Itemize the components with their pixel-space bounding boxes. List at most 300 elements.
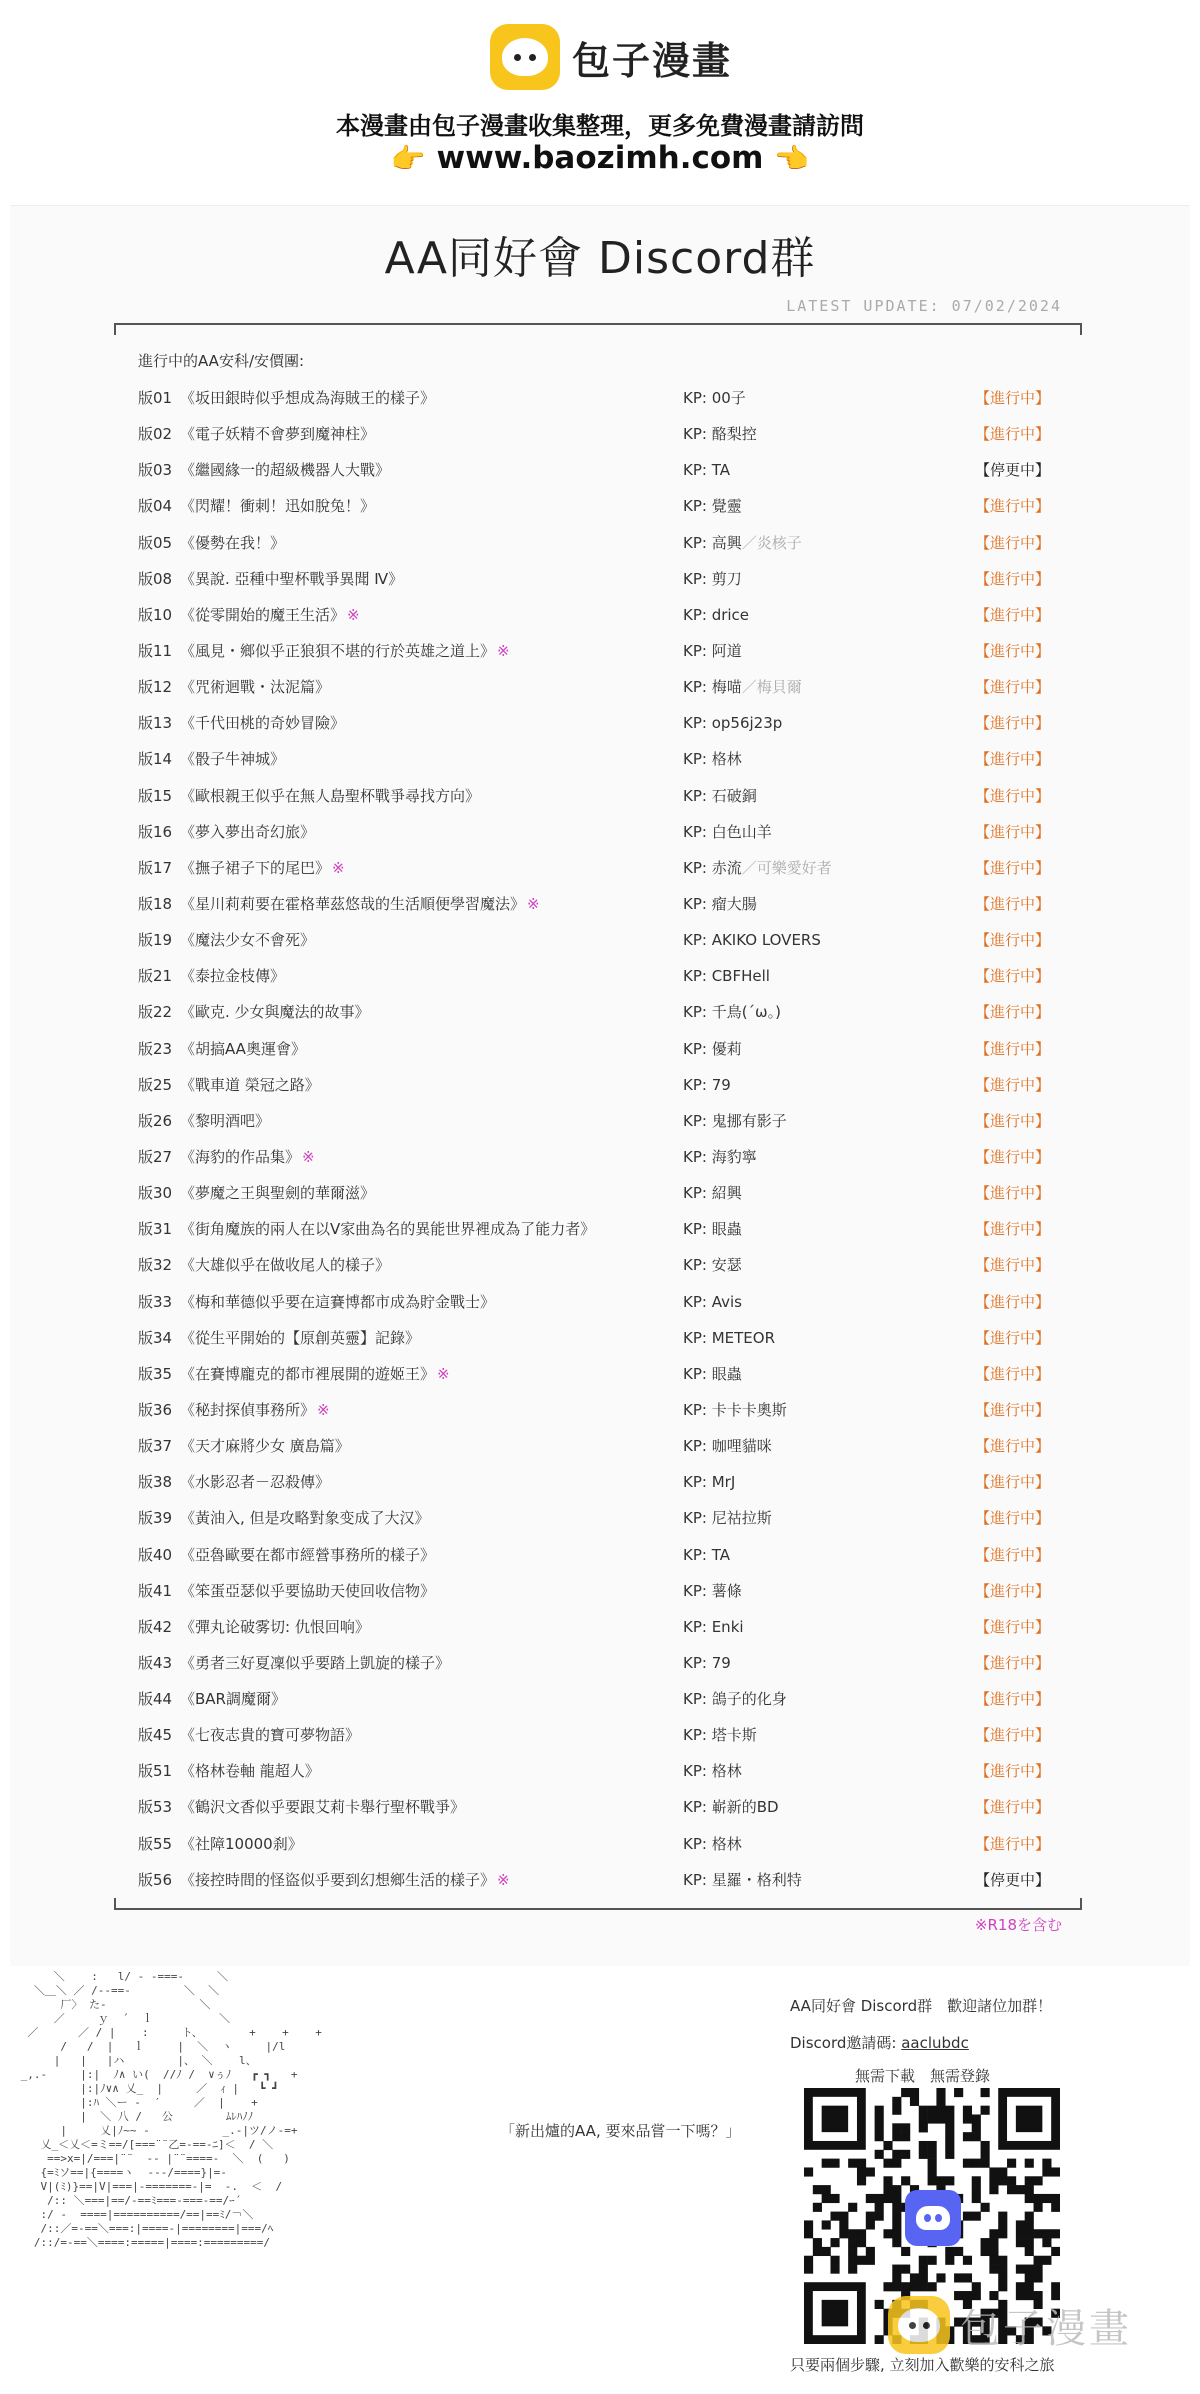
kp-text: KP: 咖哩貓咪 — [683, 1437, 772, 1456]
list-item[interactable] — [138, 994, 1051, 1030]
session-title — [180, 705, 347, 741]
title-text: 《街角魔族的兩人在以V家曲為名的異能世界裡成為了能力者》 — [180, 1220, 596, 1239]
version-number: 版55 — [138, 1834, 173, 1853]
title-text: 《秘封探偵事務所》 — [180, 1400, 316, 1419]
kp-text: KP: 紹興 — [683, 1184, 742, 1203]
bun-logo-icon — [490, 24, 560, 90]
status-badge: 【進行中】 — [975, 1220, 1051, 1239]
title-text: 《戰車道 榮冠之路》 — [180, 1075, 320, 1094]
kp-name — [683, 1067, 731, 1103]
version-number: 版04 — [138, 497, 173, 516]
discord-join-text: AA同好會 Discord群 歡迎諸位加群！ — [790, 1997, 1053, 2015]
session-list — [138, 380, 1051, 1898]
version-number: 版37 — [138, 1437, 173, 1456]
list-item[interactable] — [138, 1284, 1051, 1320]
status-badge: 【進行中】 — [975, 822, 1051, 841]
session-title — [180, 1284, 497, 1320]
status-badge: 【進行中】 — [975, 569, 1051, 588]
kp-text: KP: AKIKO LOVERS — [683, 931, 821, 950]
list-item[interactable] — [138, 1609, 1051, 1645]
discord-invite — [790, 2032, 969, 2053]
list-item[interactable] — [138, 1573, 1051, 1609]
kp-text: KP: 格林 — [683, 1762, 742, 1781]
kp-name — [683, 1356, 742, 1392]
list-item[interactable] — [138, 1067, 1051, 1103]
title-text: 《亞魯歐要在都市經營事務所的樣子》 — [180, 1545, 436, 1564]
status-badge: 【進行中】 — [975, 786, 1051, 805]
kp-name — [683, 1103, 787, 1139]
kp-name — [683, 1392, 787, 1428]
session-title — [180, 1500, 432, 1536]
version-number: 版15 — [138, 786, 173, 805]
list-heading: 進行中的AA安科/安價團: — [138, 352, 305, 370]
list-item[interactable] — [138, 1500, 1051, 1536]
title-text: 《胡搞AA奧運會》 — [180, 1039, 306, 1058]
version-number: 版56 — [138, 1870, 173, 1889]
list-item[interactable] — [138, 1175, 1051, 1211]
kp-text: KP: 瘤大腸 — [683, 894, 757, 913]
r18-mark: ※ — [302, 1147, 315, 1166]
title-text: 《格林卷軸 龍超人》 — [180, 1762, 320, 1781]
version-number: 版18 — [138, 894, 173, 913]
r18-mark: ※ — [527, 894, 540, 913]
version-number: 版51 — [138, 1762, 173, 1781]
list-item[interactable] — [138, 380, 1051, 416]
bun-watermark-icon — [888, 2296, 950, 2354]
version-number: 版01 — [138, 389, 173, 407]
list-item[interactable] — [138, 1320, 1051, 1356]
version-number: 版42 — [138, 1617, 173, 1636]
kp-name — [683, 1031, 742, 1067]
kp-alt: ／炎核子 — [741, 533, 802, 552]
status-badge: 【進行中】 — [975, 1039, 1051, 1058]
session-title — [180, 1826, 305, 1862]
version-number: 版19 — [138, 931, 173, 950]
session-title — [180, 1247, 392, 1283]
session-title — [180, 1103, 272, 1139]
list-item[interactable] — [138, 814, 1051, 850]
title-text: 《從零開始的魔王生活》 — [180, 605, 346, 624]
version-number: 版32 — [138, 1256, 173, 1275]
session-title — [180, 1356, 450, 1392]
kp-name — [683, 380, 746, 416]
title-text: 《魔法少女不會死》 — [180, 931, 316, 950]
status-badge: 【進行中】 — [975, 1473, 1051, 1492]
list-item[interactable] — [138, 1428, 1051, 1464]
title-text: 《彈丸论破雾切: 仇恨回响》 — [180, 1617, 370, 1636]
version-number: 版27 — [138, 1147, 173, 1166]
kp-text: KP: 格林 — [683, 750, 742, 769]
kp-name — [683, 1537, 730, 1573]
version-number: 版03 — [138, 461, 173, 480]
status-badge: 【進行中】 — [975, 1292, 1051, 1311]
invite-code-link[interactable]: aaclubdc — [901, 2034, 969, 2052]
list-item[interactable] — [138, 1862, 1051, 1898]
pointing-right-icon: 👉 — [390, 142, 426, 175]
version-number: 版02 — [138, 425, 173, 444]
title-text: 《水影忍者－忍殺傳》 — [180, 1473, 331, 1492]
kp-name — [683, 1320, 775, 1356]
status-badge: 【進行中】 — [975, 678, 1051, 697]
version-number: 版12 — [138, 678, 173, 697]
title-text: 《繼國緣一的超級機器人大戰》 — [180, 461, 391, 480]
kp-name — [683, 1862, 802, 1898]
session-title — [180, 669, 332, 705]
kp-name — [683, 488, 742, 524]
version-number: 版36 — [138, 1400, 173, 1419]
invite-label: Discord邀請碼: — [790, 2034, 897, 2052]
status-badge: 【進行中】 — [975, 389, 1051, 407]
kp-text: KP: Enki — [683, 1617, 744, 1636]
title-text: 《鶴沢文香似乎要跟艾莉卡舉行聖杯戰爭》 — [180, 1798, 466, 1817]
title-text: 《天才麻將少女 廣島篇》 — [180, 1437, 350, 1456]
discord-logo-icon — [905, 2190, 961, 2246]
session-title — [180, 452, 392, 488]
kp-name — [683, 1139, 757, 1175]
watermark-text: 包子漫畫 — [960, 2305, 1132, 2352]
title-text: 《BAR調魔爾》 — [180, 1690, 286, 1709]
kp-text: KP: 白色山羊 — [683, 822, 772, 841]
kp-text: KP: 高興 — [683, 533, 742, 552]
title-text: 《異說. 亞種中聖杯戰爭異聞 Ⅳ》 — [180, 569, 404, 588]
kp-text: KP: 覺靈 — [683, 497, 742, 516]
list-item[interactable] — [138, 1826, 1051, 1862]
session-title — [180, 922, 317, 958]
kp-name — [683, 1645, 731, 1681]
session-title — [180, 488, 377, 524]
last-update: LATEST UPDATE: 07/02/2024 — [786, 297, 1062, 315]
qr-caption: 無需下載 無需登錄 — [855, 2067, 991, 2085]
status-badge: 【進行中】 — [975, 1184, 1051, 1203]
kp-name — [683, 633, 742, 669]
title-text: 《閃耀！衝刺！迅如脫兔！》 — [180, 497, 376, 516]
title-text: 《骰子牛神城》 — [180, 750, 286, 769]
title-text: 《海豹的作品集》 — [180, 1147, 301, 1166]
status-badge: 【進行中】 — [975, 641, 1051, 660]
version-number: 版11 — [138, 641, 173, 660]
kp-name — [683, 958, 770, 994]
version-number: 版16 — [138, 822, 173, 841]
session-title — [180, 1067, 322, 1103]
kp-name — [683, 1500, 772, 1536]
status-badge: 【進行中】 — [975, 1509, 1051, 1528]
title-text: 《黎明酒吧》 — [180, 1111, 271, 1130]
kp-text: KP: drice — [683, 605, 750, 624]
list-item[interactable] — [138, 1103, 1051, 1139]
kp-text: KP: 赤流 — [683, 858, 742, 877]
kp-name — [683, 1175, 742, 1211]
list-item[interactable] — [138, 958, 1051, 994]
list-item[interactable] — [138, 850, 1051, 886]
list-item[interactable] — [138, 525, 1051, 561]
session-title — [180, 1464, 332, 1500]
kp-text: KP: 安瑟 — [683, 1256, 742, 1275]
kp-name — [683, 525, 802, 561]
list-item[interactable] — [138, 1356, 1051, 1392]
r18-mark: ※ — [317, 1400, 330, 1419]
status-badge: 【進行中】 — [975, 425, 1051, 444]
title-text: 《接控時間的怪盜似乎要到幻想鄉生活的樣子》 — [180, 1870, 496, 1889]
kp-name — [683, 1789, 779, 1825]
status-badge: 【進行中】 — [975, 1075, 1051, 1094]
kp-name — [683, 778, 757, 814]
session-title — [180, 1753, 322, 1789]
list-item[interactable] — [138, 416, 1051, 452]
title-text: 《坂田銀時似乎想成為海賊王的樣子》 — [180, 389, 436, 407]
kp-text: KP: op56j23p — [683, 714, 783, 733]
banner-site-line — [0, 140, 1200, 176]
status-badge: 【進行中】 — [975, 1834, 1051, 1853]
session-title — [180, 778, 482, 814]
kp-name — [683, 452, 730, 488]
kp-text: KP: CBFHell — [683, 967, 770, 986]
kp-name — [683, 1753, 742, 1789]
r18-mark: ※ — [497, 1870, 510, 1889]
version-number: 版41 — [138, 1581, 173, 1600]
kp-name — [683, 850, 832, 886]
list-item[interactable] — [138, 669, 1051, 705]
kp-name — [683, 1826, 742, 1862]
list-item[interactable] — [138, 1031, 1051, 1067]
title-text: 《撫子裙子下的尾巴》 — [180, 858, 331, 877]
kp-text: KP: 塔卡斯 — [683, 1726, 757, 1745]
kp-text: KP: 鴿子的化身 — [683, 1690, 787, 1709]
list-item[interactable] — [138, 452, 1051, 488]
version-number: 版45 — [138, 1726, 173, 1745]
status-badge: 【進行中】 — [975, 1653, 1051, 1672]
kp-text: KP: 石破銅 — [683, 786, 757, 805]
title-text: 《咒術迴戰・汰泥篇》 — [180, 678, 331, 697]
status-badge: 【進行中】 — [975, 1328, 1051, 1347]
version-number: 版34 — [138, 1328, 173, 1347]
kp-name — [683, 886, 757, 922]
site-link[interactable]: www.baozimh.com — [436, 140, 764, 176]
status-badge: 【進行中】 — [975, 967, 1051, 986]
site-banner — [0, 0, 1200, 205]
list-item[interactable] — [138, 597, 1051, 633]
r18-mark: ※ — [437, 1364, 450, 1383]
kp-text: KP: METEOR — [683, 1328, 775, 1347]
session-title — [180, 633, 510, 669]
session-title — [180, 886, 540, 922]
session-title — [180, 741, 287, 777]
session-title — [180, 1573, 437, 1609]
version-number: 版38 — [138, 1473, 173, 1492]
list-item[interactable] — [138, 778, 1051, 814]
list-item[interactable] — [138, 922, 1051, 958]
title-text: 《風見・鄉似乎正狼狽不堪的行於英雄之道上》 — [180, 641, 496, 660]
list-item[interactable] — [138, 1139, 1051, 1175]
version-number: 版40 — [138, 1545, 173, 1564]
status-badge: 【進行中】 — [975, 1726, 1051, 1745]
title-text: 《社障10000刹》 — [180, 1834, 303, 1853]
title-text: 《梅和華德似乎要在這賽博都市成為貯金戰士》 — [180, 1292, 496, 1311]
session-title — [180, 850, 345, 886]
status-badge: 【進行中】 — [975, 1111, 1051, 1130]
kp-text: KP: 眼蟲 — [683, 1220, 742, 1239]
join-instructions: 只要兩個步驟, 立刻加入歡樂的安科之旅 — [790, 2356, 1055, 2374]
status-badge: 【進行中】 — [975, 1003, 1051, 1022]
version-number: 版33 — [138, 1292, 173, 1311]
title-text: 《優勢在我！》 — [180, 533, 286, 552]
version-number: 版13 — [138, 714, 173, 733]
kp-text: KP: 阿道 — [683, 641, 742, 660]
version-number: 版44 — [138, 1690, 173, 1709]
session-title — [180, 597, 360, 633]
session-title — [180, 1609, 372, 1645]
status-badge: 【進行中】 — [975, 1617, 1051, 1636]
kp-name — [683, 1681, 787, 1717]
session-title — [180, 994, 372, 1030]
kp-name — [683, 561, 742, 597]
session-title — [180, 1789, 467, 1825]
session-title — [180, 525, 287, 561]
list-item[interactable] — [138, 705, 1051, 741]
kp-name — [683, 1573, 742, 1609]
session-title — [180, 1645, 452, 1681]
r18-mark: ※ — [347, 605, 360, 624]
version-number: 版31 — [138, 1220, 173, 1239]
version-number: 版26 — [138, 1111, 173, 1130]
status-badge: 【進行中】 — [975, 858, 1051, 877]
kp-name — [683, 669, 802, 705]
session-title — [180, 1681, 288, 1717]
title-text: 《勇者三好夏凜似乎要踏上凱旋的樣子》 — [180, 1653, 451, 1672]
kp-text: KP: 眼蟲 — [683, 1364, 742, 1383]
title-text: 《在賽博龐克的都市裡展開的遊姬王》 — [180, 1364, 436, 1383]
list-item[interactable] — [138, 741, 1051, 777]
list-frame-top — [114, 323, 1082, 335]
version-number: 版23 — [138, 1039, 173, 1058]
list-item[interactable] — [138, 1247, 1051, 1283]
title-text: 《七夜志貴的寶可夢物語》 — [180, 1726, 361, 1745]
kp-name — [683, 922, 821, 958]
session-title — [180, 1031, 308, 1067]
kp-name — [683, 741, 742, 777]
status-badge: 【進行中】 — [975, 1256, 1051, 1275]
session-title — [180, 1211, 597, 1247]
status-badge: 【進行中】 — [975, 497, 1051, 516]
list-item[interactable] — [138, 886, 1051, 922]
banner-notice: 本漫畫由包子漫畫收集整理，更多免費漫畫請訪問 — [336, 112, 864, 140]
status-badge: 【停更中】 — [975, 1870, 1051, 1889]
page-title: AA同好會 Discord群 — [384, 233, 816, 284]
status-badge: 【進行中】 — [975, 750, 1051, 769]
session-title — [180, 416, 377, 452]
kp-text: KP: 優莉 — [683, 1039, 742, 1058]
status-badge: 【進行中】 — [975, 1690, 1051, 1709]
list-item[interactable] — [138, 1753, 1051, 1789]
status-badge: 【進行中】 — [975, 1545, 1051, 1564]
version-number: 版22 — [138, 1003, 173, 1022]
session-title — [180, 561, 405, 597]
list-item[interactable] — [138, 1717, 1051, 1753]
title-text: 《大雄似乎在做收尾人的樣子》 — [180, 1256, 391, 1275]
title-text: 《泰拉金枝傳》 — [180, 967, 286, 986]
kp-text: KP: 格林 — [683, 1834, 742, 1853]
status-badge: 【進行中】 — [975, 1437, 1051, 1456]
session-title — [180, 814, 317, 850]
session-title — [180, 1717, 362, 1753]
r18-mark: ※ — [497, 641, 510, 660]
status-badge: 【進行中】 — [975, 894, 1051, 913]
list-item[interactable] — [138, 1211, 1051, 1247]
title-text: 《夢入夢出奇幻旅》 — [180, 822, 316, 841]
list-item[interactable] — [138, 1464, 1051, 1500]
kp-text: KP: 星羅・格利特 — [683, 1870, 802, 1889]
session-title — [180, 1139, 315, 1175]
list-item[interactable] — [138, 1681, 1051, 1717]
kp-text: KP: 梅喵 — [683, 678, 742, 697]
kp-text: KP: TA — [683, 1545, 730, 1564]
brand[interactable] — [490, 22, 732, 92]
kp-name — [683, 994, 781, 1030]
list-item[interactable] — [138, 633, 1051, 669]
kp-text: KP: MrJ — [683, 1473, 736, 1492]
kp-text: KP: 海豹寧 — [683, 1147, 757, 1166]
list-item[interactable] — [138, 1537, 1051, 1573]
status-badge: 【停更中】 — [975, 461, 1051, 480]
art-quote: 「新出爐的AA, 要來品嘗一下嗎？」 — [500, 2122, 741, 2140]
kp-alt: ／梅貝爾 — [741, 678, 802, 697]
kp-name — [683, 1717, 757, 1753]
version-number: 版05 — [138, 533, 173, 552]
version-number: 版39 — [138, 1509, 173, 1528]
title-text: 《電子妖精不會夢到魔神柱》 — [180, 425, 376, 444]
title-text: 《歐根親王似乎在無人島聖杯戰爭尋找方向》 — [180, 786, 481, 805]
kp-name — [683, 1247, 742, 1283]
status-badge: 【進行中】 — [975, 533, 1051, 552]
version-number: 版25 — [138, 1075, 173, 1094]
list-item[interactable] — [138, 1789, 1051, 1825]
list-frame-bottom — [114, 1898, 1082, 1910]
session-title — [180, 958, 287, 994]
kp-text: KP: 嶄新的BD — [683, 1798, 779, 1817]
title-text: 《從生平開始的【原創英靈】記錄》 — [180, 1328, 421, 1347]
kp-text: KP: 79 — [683, 1653, 731, 1672]
session-title — [180, 1537, 437, 1573]
kp-text: KP: 79 — [683, 1075, 731, 1094]
status-badge: 【進行中】 — [975, 714, 1051, 733]
title-text: 《歐克. 少女與魔法的故事》 — [180, 1003, 370, 1022]
list-item[interactable] — [138, 488, 1051, 524]
list-item[interactable] — [138, 561, 1051, 597]
kp-text: KP: 酪梨控 — [683, 425, 757, 444]
kp-text: KP: 鬼挪有影子 — [683, 1111, 787, 1130]
title-text: 《千代田桃的奇妙冒險》 — [180, 714, 346, 733]
version-number: 版21 — [138, 967, 173, 986]
list-item[interactable] — [138, 1645, 1051, 1681]
brand-name: 包子漫畫 — [572, 38, 733, 83]
kp-name — [683, 1211, 742, 1247]
session-title — [180, 1392, 330, 1428]
version-number: 版43 — [138, 1653, 173, 1672]
list-item[interactable] — [138, 1392, 1051, 1428]
session-title — [180, 380, 437, 416]
kp-text: KP: TA — [683, 461, 730, 480]
status-badge: 【進行中】 — [975, 1400, 1051, 1419]
kp-alt: ／可樂愛好者 — [741, 858, 832, 877]
status-badge: 【進行中】 — [975, 1364, 1051, 1383]
title-text: 《黃油入, 但是攻略對象变成了大汉》 — [180, 1509, 430, 1528]
watermark — [888, 2290, 1132, 2360]
r18-mark: ※ — [332, 858, 345, 877]
title-text: 《笨蛋亞瑟似乎要協助天使回收信物》 — [180, 1581, 436, 1600]
session-title — [180, 1175, 377, 1211]
ascii-art-illustration: ＼ : l/ ‐ -===- ＼ ＼＿＼ ／ /--==‐ ＼ ＼ 厂〉 た- ＼ ／ ｙ ´ ｌ ＼ ／ ／ / | : ト、 + + + / / | ｌ | ＼ ヽ |/l | | |ハ |、 ＼ l、 _,.- |:| ﾉ∧ い( //ﾉ / ∨ぅﾉ ┏ ┓ + |:|ﾉ∨∧ 乂_ | ／ ｨ | ┗ ┛ |:ﾊ ＼ー - ′ ／ | + | ＼ 八 / 公 ﾑﾚﾊﾉﾉ | 乂|ﾉ~~ - _.-|ツ/ノ-=+ 乂_＜乂＜=ミ==/[===¨¨乙=-==-ﾆ]＜ / ＼ ==>x=|/===|¨¨ -- |¨¨====- ＼ ( ) {=ﾐソ==|{====ヽ ---/====}|=- V|(ﾐ)}==|V|===|-=======-|= -. ＜ / /:: ＼===|==/-==ﾐ===-===-==/ｰ´ :/ - ====|==========/==|==ﾐ/￢＼ /::／=-==＼===:|====-|========|===/ﾍ /::/=-==＼====:=====|====:=========/ — [20, 1970, 322, 2249]
kp-name — [683, 597, 749, 633]
version-number: 版17 — [138, 858, 173, 877]
